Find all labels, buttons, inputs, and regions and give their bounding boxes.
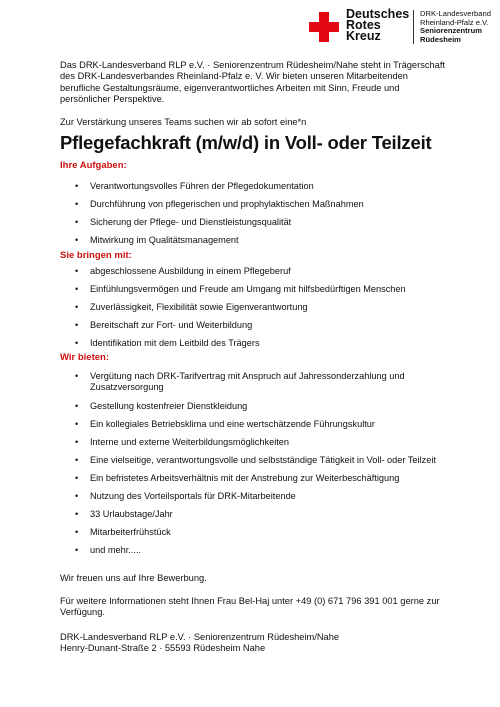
bullet-icon: •: [75, 491, 79, 501]
list-item-text: Nutzung des Vorteilsportals für DRK-Mitarbeitende: [90, 491, 296, 501]
requirements-list: [60, 266, 440, 349]
list-item: [60, 235, 440, 246]
list-item: [60, 181, 440, 192]
list-item-text: Bereitschaft zur Fort- und Weiterbildung: [90, 320, 253, 330]
list-item: [60, 437, 440, 448]
job-title: Pflegefachkraft (m/w/d) in Voll- oder Teilzeit: [60, 132, 432, 153]
bullet-icon: •: [75, 371, 79, 381]
lead-sentence: Zur Verstärkung unseres Teams suchen wir ab sofort eine*n: [60, 117, 307, 127]
bullet-icon: •: [75, 235, 79, 245]
bullet-icon: •: [75, 545, 79, 555]
bullet-icon: •: [75, 527, 79, 537]
list-item: [60, 302, 440, 313]
list-item-text: Identifikation mit dem Leitbild des Trägers: [90, 338, 260, 348]
org-line: Seniorenzentrum: [420, 26, 483, 36]
org-line: Rheinland-Pfalz e.V.: [420, 17, 489, 27]
list-item: [60, 491, 440, 502]
bullet-icon: •: [75, 181, 79, 191]
logo-word: Kreuz: [346, 29, 381, 43]
list-item: [60, 509, 440, 520]
list-item: [60, 217, 440, 228]
list-item-text: Vergütung nach DRK-Tarifvertrag mit Anspruch auf Jahressonderzahlung und Zusatzversorgung: [90, 371, 405, 392]
list-item: [60, 371, 440, 393]
section-heading-requirements: Sie bringen mit:: [60, 250, 132, 261]
address-block: [60, 632, 445, 655]
offers-list: [60, 371, 440, 556]
list-item-text: Durchführung von pflegerischen und prophylaktischen Maßnahmen: [90, 199, 364, 209]
list-item-text: Ein kollegiales Betriebsklima und eine wertschätzende Führungskultur: [90, 419, 375, 429]
bullet-icon: •: [75, 199, 79, 209]
bullet-icon: •: [75, 266, 79, 276]
list-item-text: Eine vielseitige, verantwortungsvolle und selbstständige Tätigkeit in Voll- oder Teilzeit: [90, 455, 436, 465]
list-item: [60, 527, 440, 538]
list-item: [60, 419, 440, 430]
list-item: [60, 284, 440, 295]
list-item: [60, 401, 440, 412]
list-item-text: Verantwortungsvolles Führen der Pflegedokumentation: [90, 181, 314, 191]
closing-line: Wir freuen uns auf Ihre Bewerbung.: [60, 573, 207, 583]
bullet-icon: •: [75, 455, 79, 465]
list-item-text: und mehr.....: [90, 545, 142, 555]
org-line: Rüdesheim: [420, 34, 461, 44]
intro-paragraph: Das DRK-Landesverband RLP e.V. · Seniorenzentrum Rüdesheim/Nahe steht in Trägerschaft des DRK-Landesverbandes Rheinland-Pfalz e. V. Wir bieten unseren Mitarbeitenden berufliche Gestaltungsräume, eigenverantwortliches Arbeiten mit Sinn, Freude und persönlicher Perspektive.: [60, 60, 445, 104]
list-item-text: 33 Urlaubstage/Jahr: [90, 509, 173, 519]
bullet-icon: •: [75, 302, 79, 312]
bullet-icon: •: [75, 473, 79, 483]
contact-paragraph: Für weitere Informationen steht Ihnen Frau Bel-Haj unter +49 (0) 671 796 391 001 gerne zur Verfügung.: [60, 596, 440, 618]
list-item: [60, 455, 440, 466]
org-line: DRK-Landesverband: [420, 9, 491, 18]
logo-word: Rotes: [346, 18, 381, 32]
bullet-icon: •: [75, 401, 79, 411]
address-line: DRK-Landesverband RLP e.V. · Seniorenzentrum Rüdesheim/Nahe: [60, 632, 340, 642]
bullet-icon: •: [75, 338, 79, 348]
tasks-list: [60, 181, 440, 246]
list-item-text: Zuverlässigkeit, Flexibilität sowie Eigenverantwortung: [90, 302, 308, 312]
list-item: [60, 266, 440, 277]
bullet-icon: •: [75, 509, 79, 519]
list-item-text: Mitarbeiterfrühstück: [90, 527, 171, 537]
address-line: Henry-Dunant-Straße 2 · 55593 Rüdesheim Nahe: [60, 643, 266, 654]
list-item-text: Sicherung der Pflege- und Dienstleistungsqualität: [90, 217, 292, 227]
logo-organization: [420, 10, 491, 44]
logo-word: Deutsches: [346, 7, 410, 21]
bullet-icon: •: [75, 419, 79, 429]
list-item: [60, 545, 440, 556]
list-item: [60, 473, 440, 484]
list-item-text: Gestellung kostenfreier Dienstkleidung: [90, 401, 248, 411]
red-cross-logo: [309, 12, 339, 42]
list-item: [60, 338, 440, 349]
section-heading-offers: Wir bieten:: [60, 352, 109, 363]
bullet-icon: •: [75, 284, 79, 294]
list-item: [60, 199, 440, 210]
logo-wordmark: [346, 9, 409, 42]
list-item-text: Interne und externe Weiterbildungsmöglichkeiten: [90, 437, 290, 447]
logo-divider: [413, 10, 414, 44]
list-item-text: abgeschlossene Ausbildung in einem Pflegeberuf: [90, 266, 291, 276]
list-item-text: Mitwirkung im Qualitätsmanagement: [90, 235, 239, 245]
bullet-icon: •: [75, 320, 79, 330]
bullet-icon: •: [75, 437, 79, 447]
section-heading-tasks: Ihre Aufgaben:: [60, 160, 127, 171]
list-item: [60, 320, 440, 331]
list-item-text: Einfühlungsvermögen und Freude am Umgang mit hilfsbedürftigen Menschen: [90, 284, 406, 294]
list-item-text: Ein befristetes Arbeitsverhältnis mit der Anstrebung zur Weiterbeschäftigung: [90, 473, 400, 483]
bullet-icon: •: [75, 217, 79, 227]
